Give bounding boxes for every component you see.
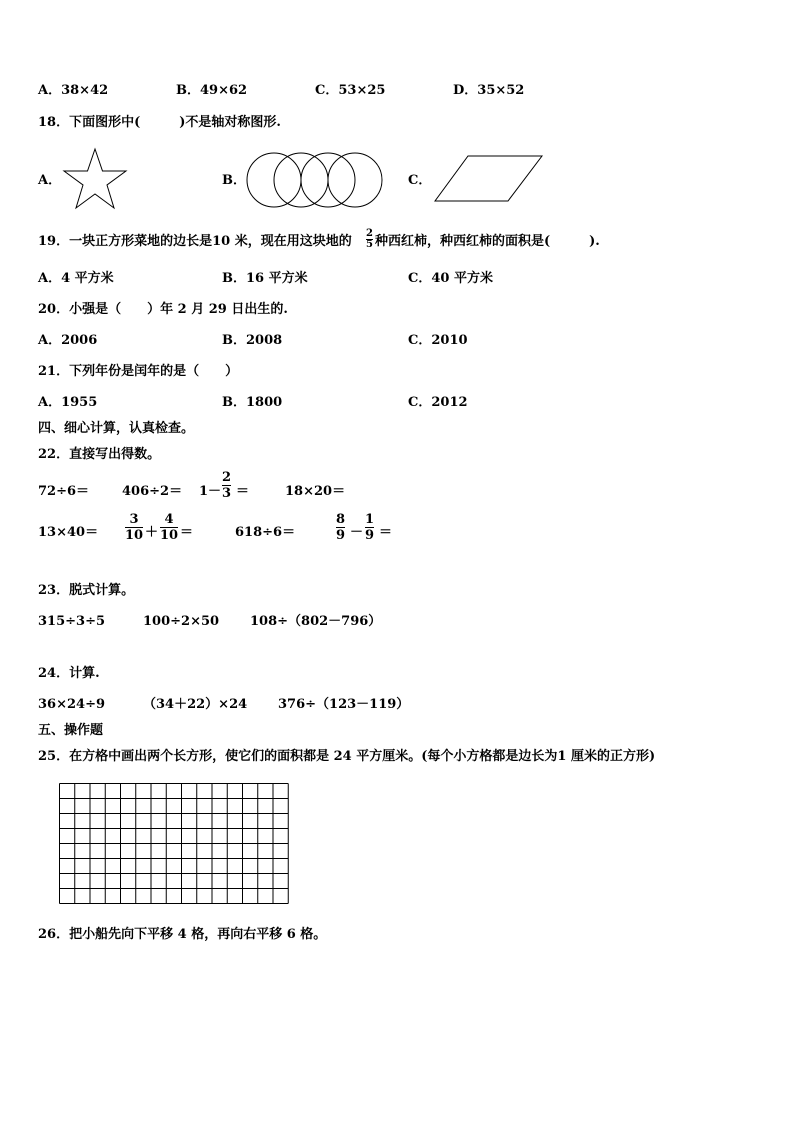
q19-stem-after: 种西红柿，种西红柿的面积是( ). xyxy=(375,234,600,249)
q19-frac-num: 2 xyxy=(366,228,373,239)
q20-option-c: C．2010 xyxy=(408,333,468,348)
section-4-heading: 四、细心计算，认真检查。 xyxy=(38,421,195,436)
overlapping-circles-figure xyxy=(244,151,386,209)
q24-stem: 24．计算. xyxy=(38,666,100,681)
q22-item-8-equals: ＝ xyxy=(379,525,393,540)
q24-item-3: 376÷（123－119） xyxy=(278,697,410,712)
q22-item-1: 72÷6＝ xyxy=(38,484,90,499)
q20-option-a: A．2006 xyxy=(38,333,98,348)
section-5-heading: 五、操作题 xyxy=(38,723,104,738)
frac-den: 10 xyxy=(125,528,144,543)
q22-item-6-equals: ＝ xyxy=(180,525,194,540)
frac-den: 9 xyxy=(365,528,375,543)
q18-stem: 18．下面图形中( )不是轴对称图形. xyxy=(38,115,281,130)
q26-stem: 26．把小船先向下平移 4 格，再向右平移 6 格。 xyxy=(38,927,327,942)
q24-item-2: （34＋22）×24 xyxy=(143,697,248,712)
q21-stem: 21．下列年份是闰年的是（ ） xyxy=(38,364,239,379)
q22-item-2: 406÷2＝ xyxy=(122,484,183,499)
frac-den: 9 xyxy=(336,528,346,543)
q17-option-a: A．38×42 xyxy=(38,83,109,98)
q22-item-6-plus: ＋ xyxy=(145,525,159,540)
star-figure xyxy=(60,146,130,212)
q19-frac-den: 5 xyxy=(366,239,373,250)
q17-option-d: D．35×52 xyxy=(453,83,525,98)
frac-den: 3 xyxy=(222,486,232,501)
q22-stem: 22．直接写出得数。 xyxy=(38,447,161,462)
q22-item-8-frac-b xyxy=(365,512,374,543)
q22-item-3-equals: ＝ xyxy=(236,484,250,499)
frac-num: 4 xyxy=(164,512,174,527)
q19-fraction xyxy=(366,229,373,250)
q21-option-b: B．1800 xyxy=(222,395,283,410)
q22-item-6-frac-a xyxy=(125,512,143,543)
frac-num: 1 xyxy=(365,512,375,527)
q19-option-a: A．4 平方米 xyxy=(38,271,114,286)
q22-item-4: 18×20＝ xyxy=(285,484,346,499)
q23-item-3: 108÷（802－796） xyxy=(250,614,382,629)
q18-label-a: A． xyxy=(38,173,62,188)
q21-option-a: A．1955 xyxy=(38,395,98,410)
q19-option-c: C．40 平方米 xyxy=(408,271,493,286)
q19-stem-before: 19．一块正方形菜地的边长是10 米，现在用这块地的 xyxy=(38,234,352,249)
q18-label-b: B． xyxy=(222,173,246,188)
q20-option-b: B．2008 xyxy=(222,333,283,348)
q22-item-3-fraction xyxy=(222,470,231,501)
q22-item-8-frac-a xyxy=(336,512,345,543)
q24-item-1: 36×24÷9 xyxy=(38,697,106,712)
square-grid xyxy=(59,783,291,905)
frac-den: 10 xyxy=(160,528,179,543)
frac-num: 3 xyxy=(129,512,139,527)
parallelogram-figure xyxy=(432,154,546,204)
q19-option-b: B．16 平方米 xyxy=(222,271,308,286)
q17-option-b: B．49×62 xyxy=(176,83,248,98)
q22-item-8-minus: － xyxy=(350,525,364,540)
q22-item-7: 618÷6＝ xyxy=(235,525,296,540)
q25-stem: 25．在方格中画出两个长方形，使它们的面积都是 24 平方厘米。(每个小方格都是边长为1 厘米的正方形) xyxy=(38,749,656,764)
frac-num: 2 xyxy=(222,470,232,485)
q23-item-1: 315÷3÷5 xyxy=(38,614,106,629)
q23-item-2: 100÷2×50 xyxy=(143,614,220,629)
frac-num: 8 xyxy=(336,512,346,527)
q20-stem: 20．小强是（ ）年 2 月 29 日出生的. xyxy=(38,302,288,317)
q21-option-c: C．2012 xyxy=(408,395,468,410)
q23-stem: 23．脱式计算。 xyxy=(38,583,135,598)
q22-item-3-prefix: 1－ xyxy=(199,484,222,499)
q18-label-c: C． xyxy=(408,173,432,188)
q22-item-5: 13×40＝ xyxy=(38,525,99,540)
q17-option-c: C．53×25 xyxy=(315,83,386,98)
q22-item-6-frac-b xyxy=(160,512,178,543)
